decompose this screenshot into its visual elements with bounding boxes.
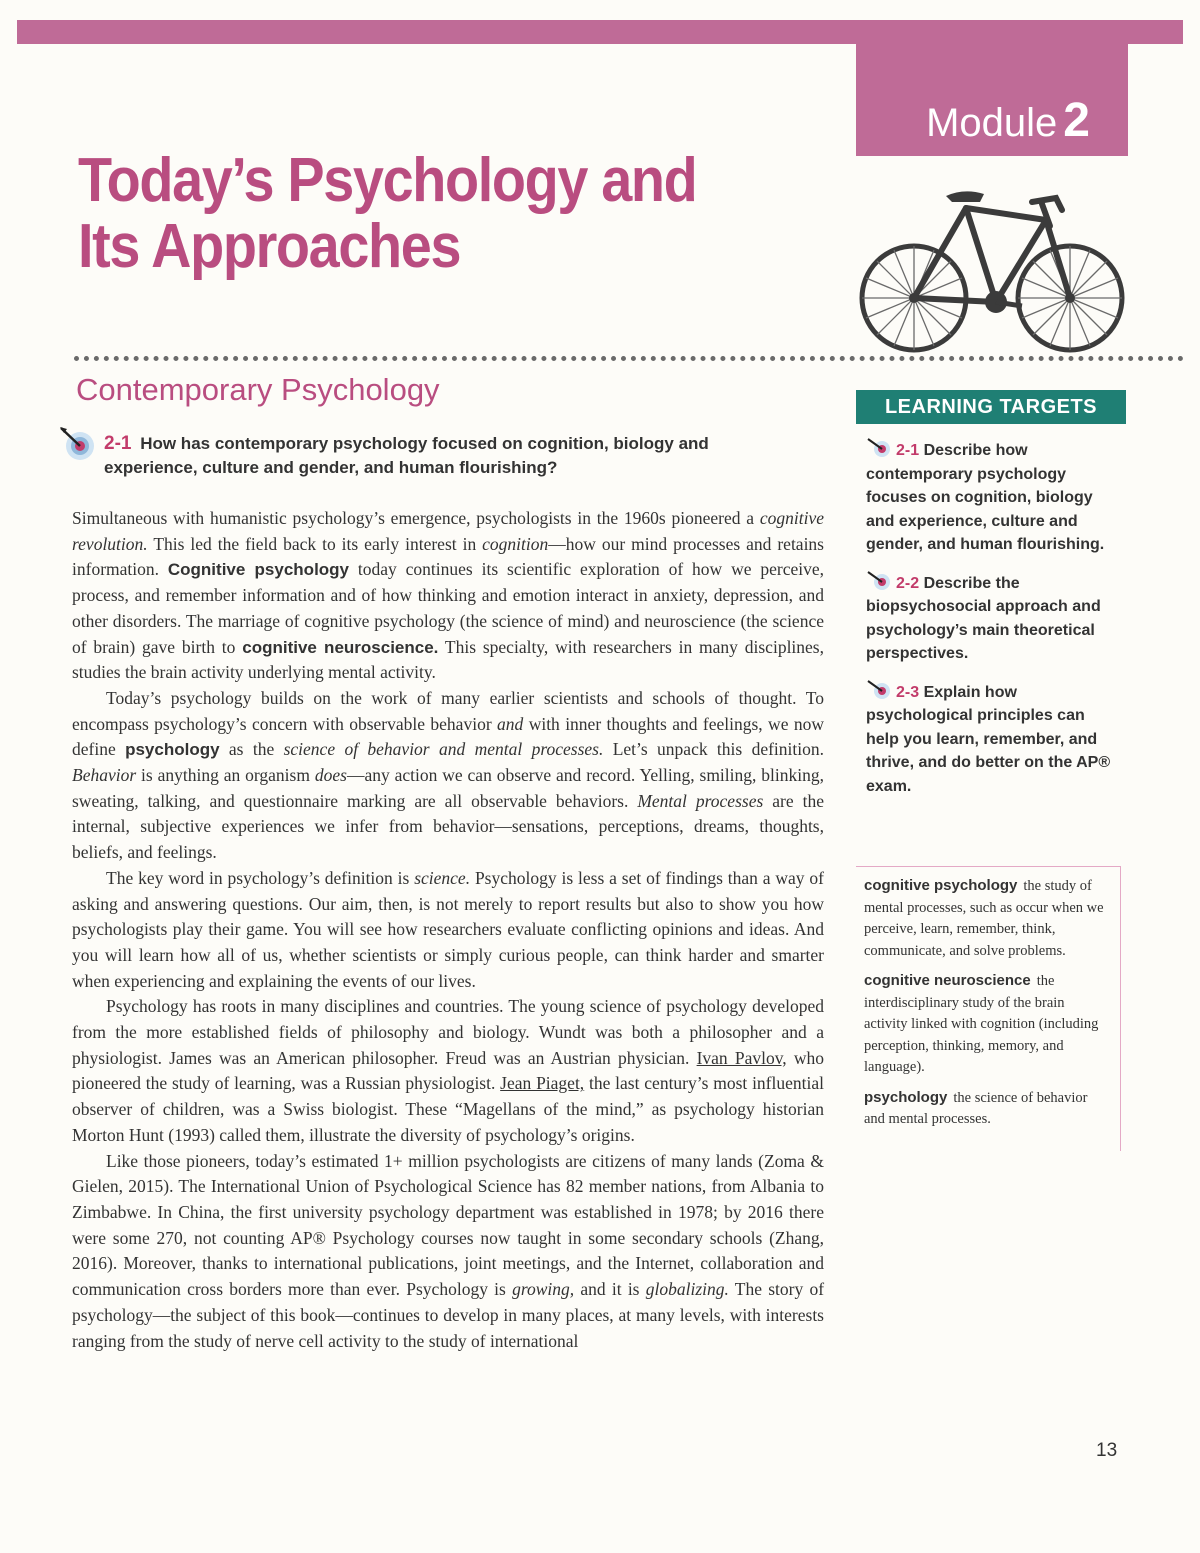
target-icon (866, 680, 896, 700)
key-term-cognitive-psychology: Cognitive psychology (167, 560, 350, 580)
top-color-band (17, 20, 1183, 44)
bicycle-icon (856, 180, 1132, 358)
question-text: How has contemporary psychology focused on cognition, biology and experience, culture and gender, and human flourishing? (104, 434, 709, 477)
learning-target-item (866, 438, 1116, 557)
target-text: Describe the biopsychosocial approach and psychology’s main theoretical perspectives. (866, 574, 1101, 662)
link-ivan-pavlov[interactable]: Ivan Pavlov, (696, 1047, 787, 1068)
glossary-entry (864, 1087, 1108, 1131)
target-code: 2-1 (896, 442, 920, 459)
focus-question (104, 432, 764, 480)
module-label (926, 93, 1090, 148)
glossary-definition: the science of behavior and mental processes. (864, 1089, 1088, 1127)
page-number: 13 (1096, 1440, 1118, 1461)
key-term-cognitive-neuroscience: cognitive neuroscience. (242, 637, 439, 657)
glossary-definition: the interdisciplinary study of the brain activity linked with cognition (including perception, thinking, memory, and language). (864, 973, 1099, 1075)
glossary-sidebar (856, 866, 1121, 1151)
module-number: 2 (1063, 94, 1090, 147)
paragraph-3: The key word in psychology’s definition is science. Psychology is less a set of findings than a way of asking and answering questions. Our aim, then, is not merely to report results but also to show you how psychologists play their game. You will see how researchers evaluate conflicting opinions and ideas. And you will learn how all of us, whether scientists or simply curious people, can think harder and smarter when experiencing and explaining the events of our lives. (72, 867, 824, 991)
module-tab (856, 44, 1128, 156)
target-code: 2-3 (896, 683, 920, 701)
glossary-entry (864, 970, 1108, 1079)
learning-targets-header: LEARNING TARGETS (856, 390, 1126, 424)
key-term-psychology: psychology (125, 740, 220, 760)
title-line-1: Today’s Psychology and (78, 146, 697, 215)
learning-target-item (866, 680, 1116, 799)
target-text: Describe how contemporary psychology focuses on cognition, biology and experience, culture and gender, and human flourishing. (866, 442, 1105, 553)
title-line-2: Its Approaches (78, 212, 461, 281)
link-jean-piaget[interactable]: Jean Piaget, (500, 1073, 585, 1094)
question-code: 2-1 (104, 433, 132, 454)
target-icon (866, 571, 896, 591)
target-icon (866, 438, 896, 458)
paragraph-4: Psychology has roots in many disciplines and countries. The young science of psychology developed from the more established fields of philosophy and biology. Wundt was both a philosopher and a physiologist. James was an American philosopher. Freud was an Austrian physician. Ivan Pavlov, who pioneered the study of learning, was a Russian physiologist. Jean Piaget, the last century’s most influential observer of children, was a Swiss biologist. These “Magellans of the mind,” as psychology historian Morton Hunt (1993) called them, illustrate the diversity of psychology’s origins. (72, 996, 824, 1145)
glossary-term: cognitive neuroscience (864, 972, 1031, 989)
paragraph-1: Simultaneous with humanistic psychology’s emergence, psychologists in the 1960s pioneered a cognitive revolution. This led the field back to its early interest in cognition—how our mind processes and retains information. Cognitive psychology today continues its scientific exploration of how we perceive, process, and remember information and of how thinking and emotion interact in anxiety, depression, and other disorders. The marriage of cognitive psychology (the science of mind) and neuroscience (the science of brain) gave birth to cognitive neuroscience. This specialty, with researchers in many disciplines, studies the brain activity underlying mental activity. (72, 508, 824, 683)
glossary-term: cognitive psychology (864, 877, 1018, 894)
target-code: 2-2 (896, 574, 920, 592)
paragraph-2: Today’s psychology builds on the work of many earlier scientists and schools of thought. To encompass psychology’s concern with observable behavior and with inner thoughts and feelings, we now define psychology as the science of behavior and mental processes. Let’s unpack this definition. Behavior is anything an organism does—any action we can observe and record. Yelling, smiling, blinking, sweating, talking, and questionnaire marking are all observable behaviors. Mental processes are the internal, subjective experiences we infer from behavior—sensations, perceptions, dreams, thoughts, beliefs, and feelings. (72, 687, 825, 863)
section-heading: Contemporary Psychology (76, 372, 440, 407)
learning-target-item (866, 571, 1116, 666)
section-divider (74, 356, 1184, 361)
module-word: Module (926, 101, 1058, 145)
page-title (78, 148, 708, 280)
target-text: Explain how psychological principles can help you learn, remember, and thrive, and do better on the AP® exam. (866, 683, 1111, 795)
body-text (72, 506, 824, 1354)
glossary-term: psychology (864, 1088, 948, 1106)
glossary-entry (864, 875, 1108, 962)
learning-targets-list (866, 438, 1116, 812)
paragraph-5: Like those pioneers, today’s estimated 1+ million psychologists are citizens of many lands (Zoma & Gielen, 2015). The International Union of Psychological Science has 82 member nations, from Albania to Zimbabwe. In China, the first university psychology department was established in 1978; by 2016 there were some 270, not counting AP® Psychology courses now taught in some secondary schools (Zhang, 2016). Moreover, thanks to international publications, joint meetings, and the Internet, collaboration and communication cross borders more than ever. Psychology is growing, and it is globalizing. The story of psychology—the subject of this book—continues to develop in many places, at many levels, with interests ranging from the study of nerve cell activity to the study of international (72, 1150, 825, 1351)
glossary-definition: the study of mental processes, such as occur when we perceive, learn, remember, think, communicate, and solve problems. (864, 878, 1104, 959)
target-question-icon (58, 424, 98, 464)
